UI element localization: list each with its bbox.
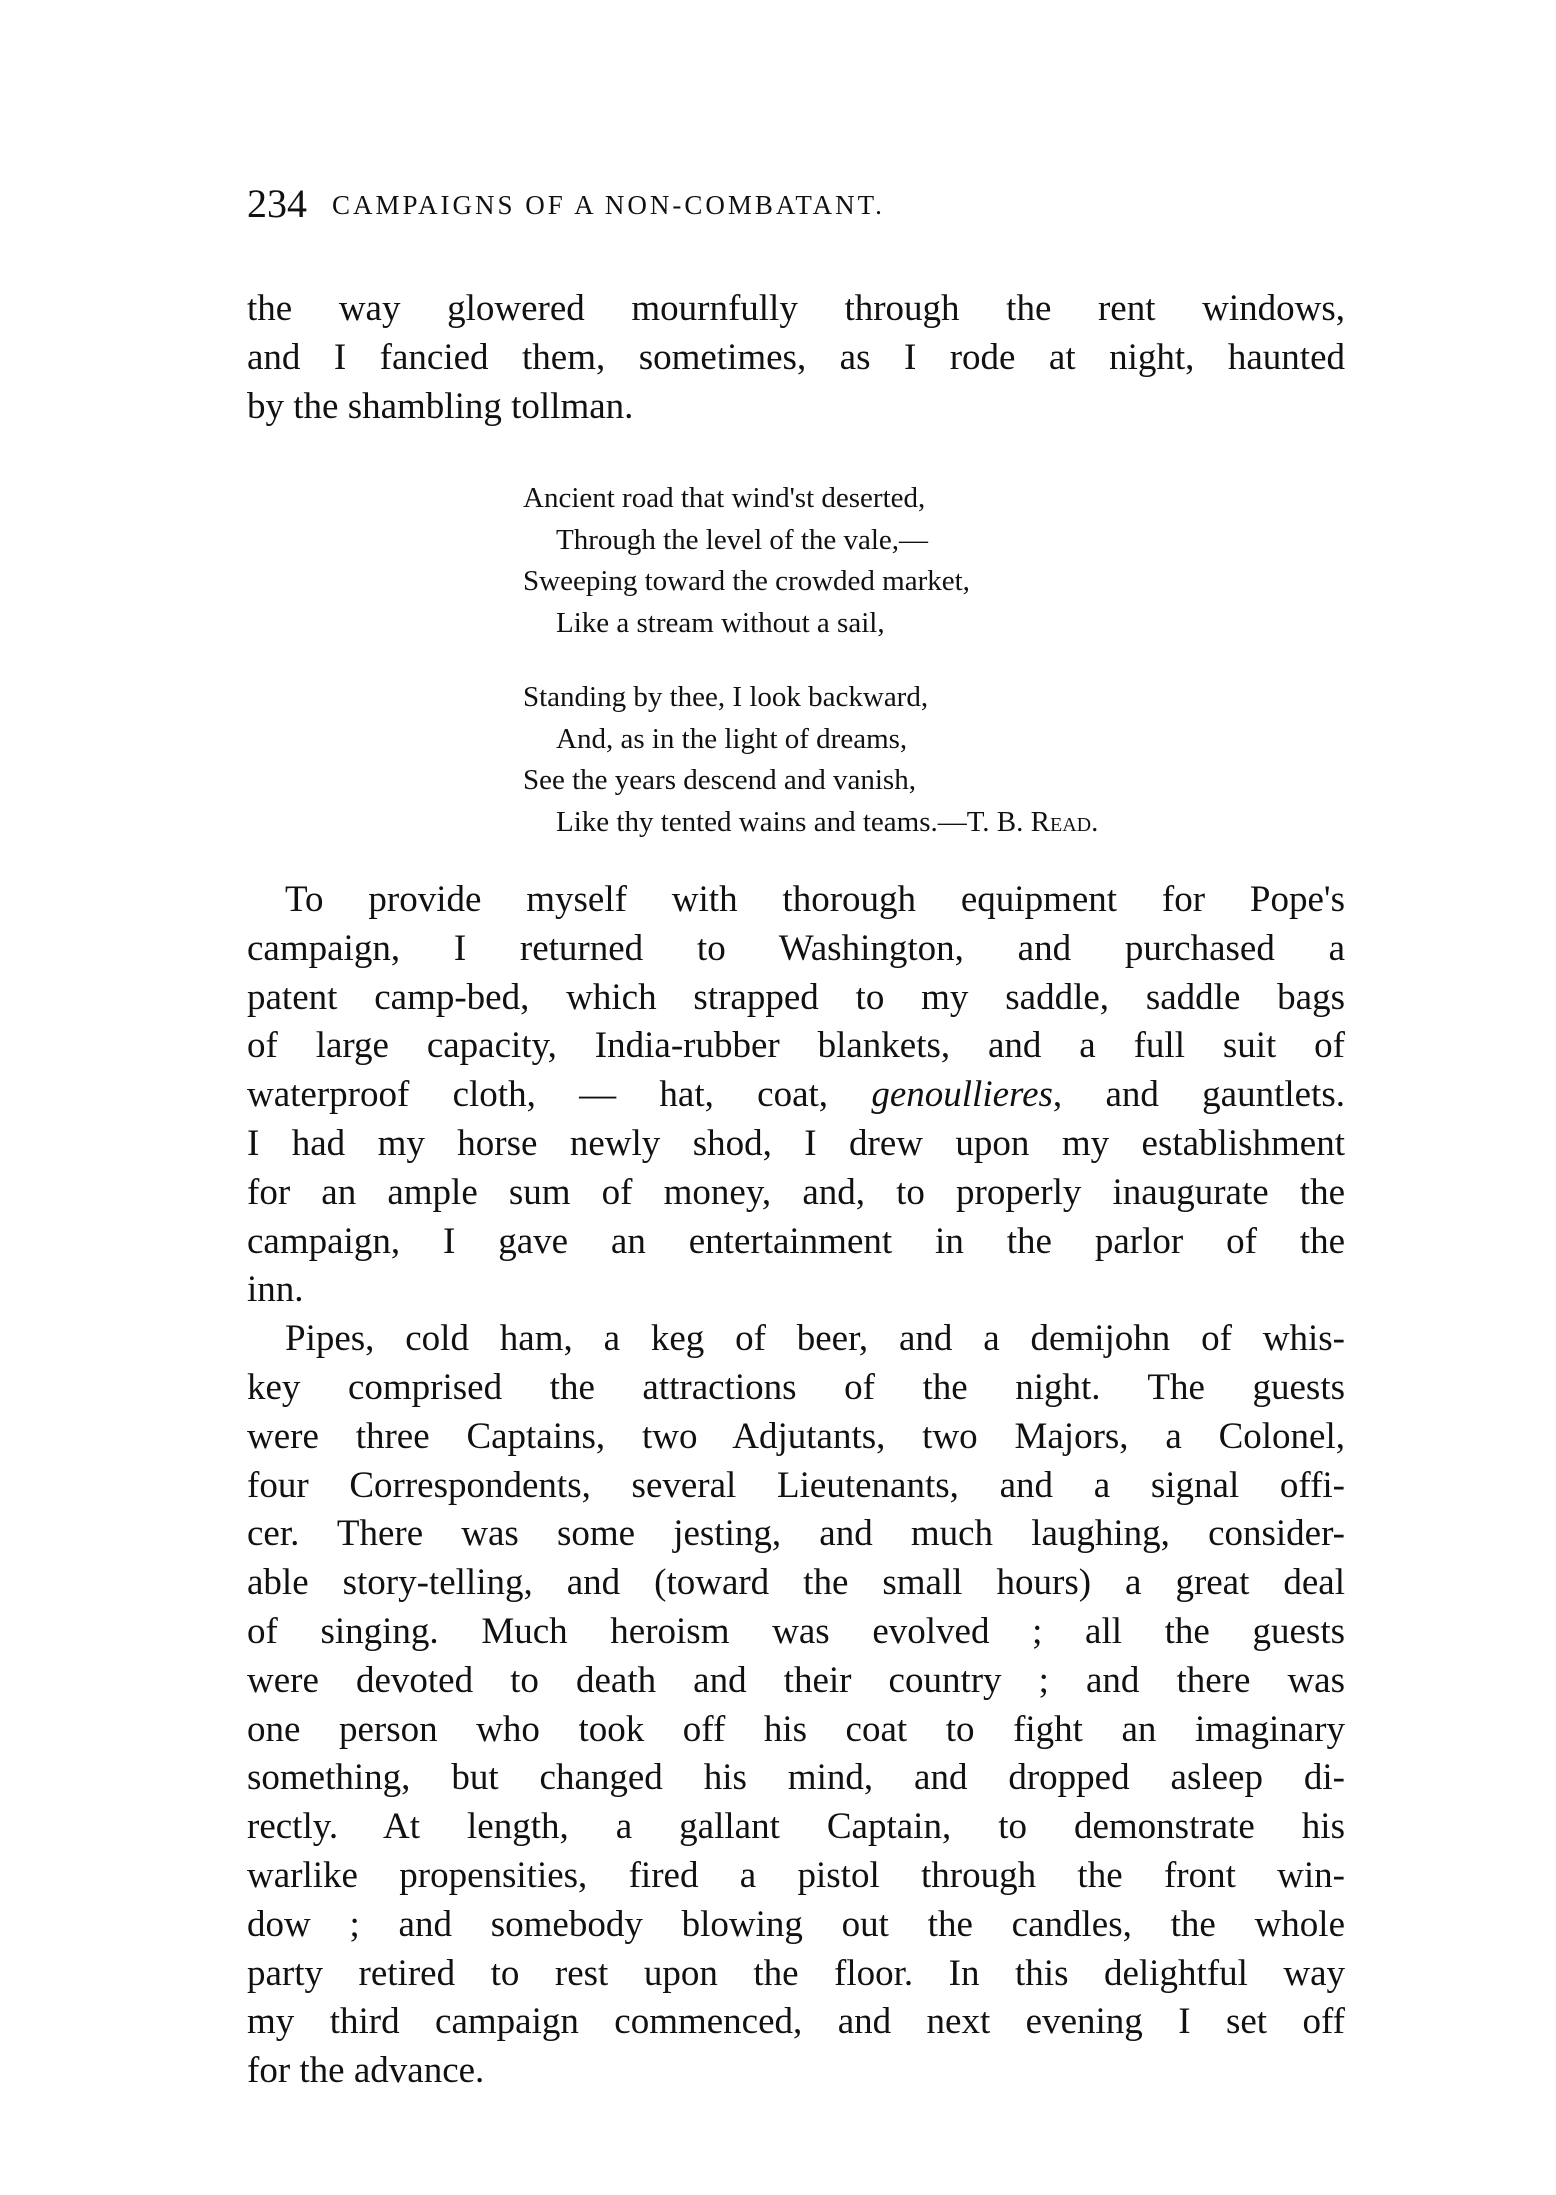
text-line: were three Captains, two Adjutants, two Majors, a Colonel, [247, 1415, 1345, 1457]
text-line: patent camp-bed, which strapped to my saddle, saddle bags [247, 976, 1345, 1018]
text-line: I had my horse newly shod, I drew upon my establishment [247, 1123, 1345, 1164]
text-line: campaign, I returned to Washington, and purchased a [247, 927, 1345, 969]
poem-line: Sweeping toward the crowded market, [523, 565, 970, 597]
poem-line: Through the level of the vale,— [556, 523, 929, 556]
text-line: party retired to rest upon the floor. In this delightful way [247, 1952, 1345, 1994]
text-line: were devoted to death and their country ; and there was [247, 1659, 1345, 1701]
text-line: something, but changed his mind, and dropped asleep di- [247, 1757, 1345, 1799]
text-line: one person who took off his coat to fight an imaginary [247, 1708, 1345, 1750]
poem-line: Like a stream without a sail, [556, 606, 885, 639]
running-head: CAMPAIGNS OF A NON-COMBATANT. [332, 190, 885, 220]
text-line: key comprised the attractions of the night. The guests [247, 1367, 1345, 1408]
page-number: 234 [247, 181, 307, 226]
poem-line: See the years descend and vanish, [523, 764, 916, 796]
text-line: Pipes, cold ham, a keg of beer, and a demijohn of whis- [285, 1318, 1345, 1360]
text-line: waterproof cloth, — hat, coat, genoullieres, and gauntlets. [247, 1074, 1345, 1116]
poem-line: Like thy tented wains and teams.—T. B. Read. [556, 805, 1099, 838]
poem-attribution: T. B. Read. [966, 805, 1099, 838]
text-line: my third campaign commenced, and next evening I set off [247, 2001, 1345, 2043]
text-line: inn. [247, 1269, 304, 1311]
text-line: To provide myself with thorough equipment for Pope's [285, 879, 1345, 920]
text-line: for an ample sum of money, and, to properly inaugurate the [247, 1171, 1345, 1213]
text-line: four Correspondents, several Lieutenants, and a signal offi- [247, 1464, 1345, 1506]
poem-line: Standing by thee, I look backward, [523, 681, 929, 713]
text-line: for the advance. [247, 2050, 485, 2092]
text-line: and I fancied them, sometimes, as I rode at night, haunted [247, 336, 1345, 378]
text-line: rectly. At length, a gallant Captain, to demonstrate his [247, 1806, 1345, 1848]
text-line: of singing. Much heroism was evolved ; all the guests [247, 1611, 1345, 1652]
page-header [247, 180, 1347, 230]
text-line: able story-telling, and (toward the small hours) a great deal [247, 1562, 1345, 1604]
text-line: dow ; and somebody blowing out the candles, the whole [247, 1903, 1345, 1945]
italic-term: genoullieres [871, 1074, 1053, 1116]
text-line: warlike propensities, fired a pistol through the front win- [247, 1855, 1345, 1896]
poem-line: And, as in the light of dreams, [556, 722, 908, 755]
text-line: the way glowered mournfully through the rent windows, [247, 288, 1345, 329]
text-line: campaign, I gave an entertainment in the parlor of the [247, 1220, 1345, 1262]
poem-line: Ancient road that wind'st deserted, [523, 482, 926, 514]
text-line: cer. There was some jesting, and much laughing, consider- [247, 1513, 1345, 1555]
text-line: of large capacity, India-rubber blankets, and a full suit of [247, 1025, 1345, 1067]
text-line: by the shambling tollman. [247, 385, 634, 427]
